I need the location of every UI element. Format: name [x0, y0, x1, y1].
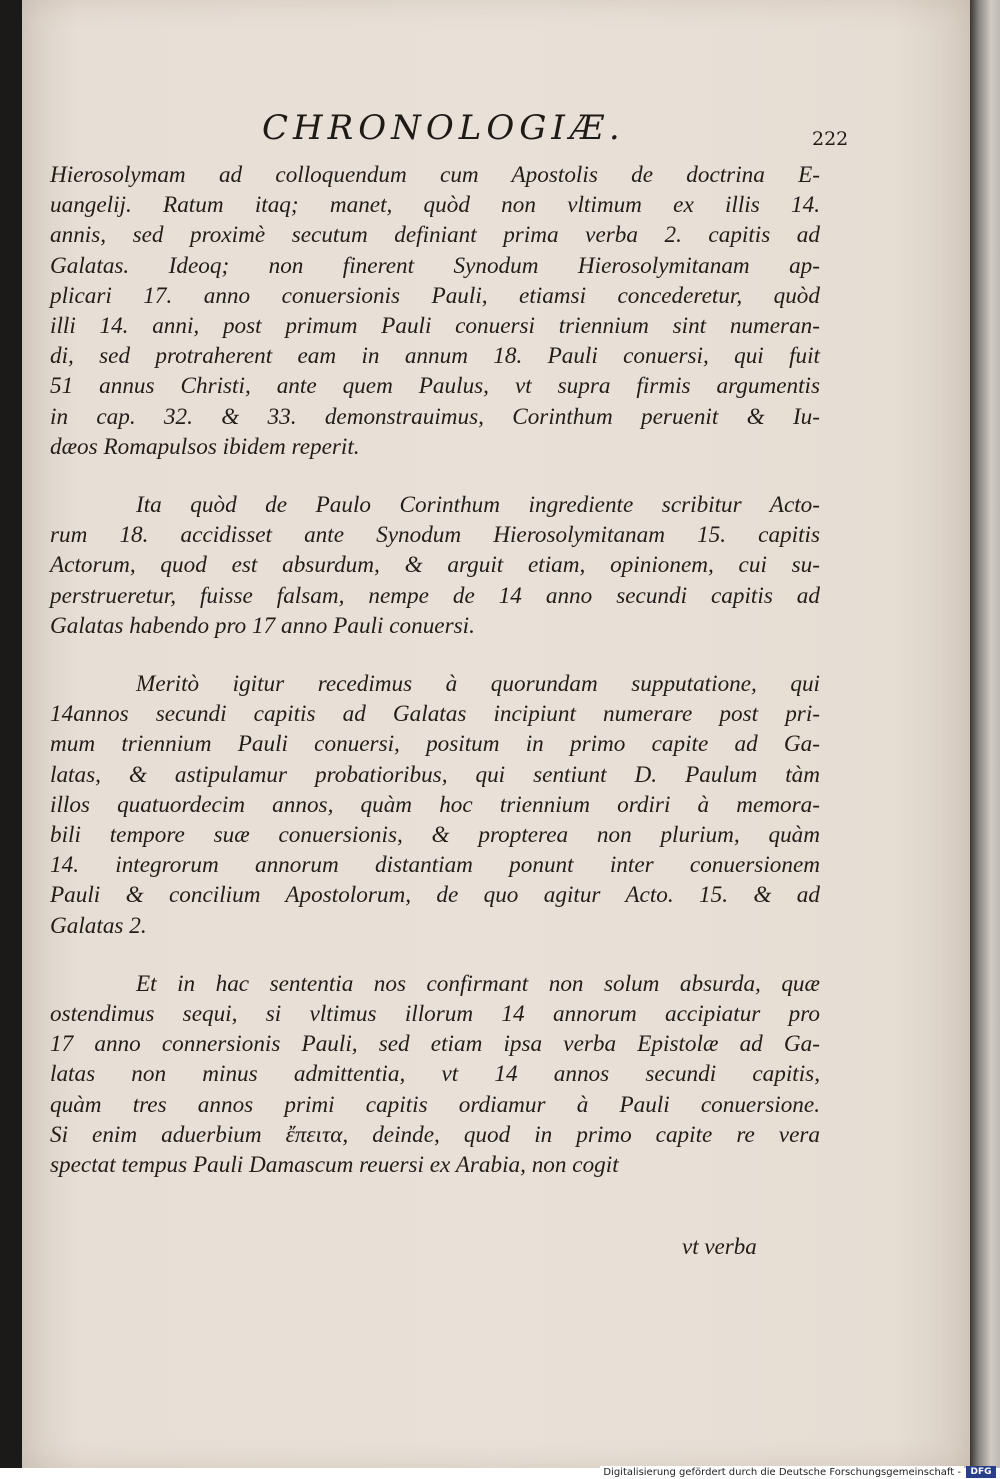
- footer-credit: Digitalisierung gefördert durch die Deutsche Forschungsgemeinschaft -: [600, 1466, 964, 1479]
- paragraph: [50, 160, 820, 462]
- text-line: annis, sed proximè secutum definiant prima verba 2. capitis ad: [50, 222, 820, 249]
- text-line: Pauli & concilium Apostolorum, de quo agitur Acto. 15. & ad: [50, 882, 820, 909]
- page-edge: [970, 0, 1000, 1468]
- text-line: 14annos secundi capitis ad Galatas incipiunt numerare post pri-: [50, 701, 820, 728]
- body-text: [50, 160, 820, 1180]
- paragraph: [50, 969, 820, 1180]
- text-line: mum triennium Pauli conuersi, positum in primo capite ad Ga-: [50, 731, 820, 758]
- text-line: 17 anno connersionis Pauli, sed etiam ipsa verba Epistolæ ad Ga-: [50, 1031, 820, 1058]
- paragraph: [50, 669, 820, 941]
- text-line: Si enim aduerbium ἔπειτα, deinde, quod in primo capite re vera: [50, 1121, 820, 1148]
- page-number: 222: [812, 128, 849, 150]
- text-line: perstrueretur, fuisse falsam, nempe de 14 anno secundi capitis ad: [50, 582, 820, 609]
- text-line: Galatas 2.: [50, 912, 147, 939]
- dfg-logo: DFG: [966, 1466, 996, 1478]
- text-line: ostendimus sequi, si vltimus illorum 14 annorum accipiatur pro: [50, 1001, 820, 1028]
- text-line: Galatas. Ideoq; non finerent Synodum Hierosolymitanam ap-: [50, 252, 820, 279]
- text-line: Ita quòd de Paulo Corinthum ingrediente scribitur Acto-: [136, 492, 820, 519]
- paragraph: [50, 490, 820, 641]
- page-header: [22, 108, 970, 156]
- text-line: Hierosolymam ad colloquendum cum Apostolis de doctrina E-: [50, 162, 820, 188]
- text-line: illos quatuordecim annos, quàm hoc triennium ordiri à memora-: [50, 791, 820, 818]
- text-line: in cap. 32. & 33. demonstrauimus, Corinthum peruenit & Iu-: [50, 403, 820, 430]
- text-line: rum 18. accidisset ante Synodum Hierosolymitanam 15. capitis: [50, 522, 820, 549]
- text-line: spectat tempus Pauli Damascum reuersi ex Arabia, non cogit: [50, 1152, 619, 1179]
- text-line: uangelij. Ratum itaq; manet, quòd non vltimum ex illis 14.: [50, 192, 820, 219]
- text-line: 14. integrorum annorum distantiam ponunt inter conuersionem: [50, 852, 820, 879]
- text-line: 51 annus Christi, ante quem Paulus, vt supra firmis argumentis: [50, 373, 820, 400]
- text-line: illi 14. anni, post primum Pauli conuersi triennium sint numeran-: [50, 313, 820, 340]
- text-line: quàm tres annos primi capitis ordiamur à Pauli conuersione.: [50, 1091, 820, 1118]
- text-line: Meritò igitur recedimus à quorundam supputatione, qui: [136, 671, 820, 698]
- catchword: vt verba: [682, 1234, 757, 1259]
- running-title: CHRONOLOGIÆ.: [262, 108, 625, 148]
- text-line: Galatas habendo pro 17 anno Pauli conuersi.: [50, 612, 475, 639]
- text-line: bili tempore suæ conuersionis, & propterea non plurium, quàm: [50, 822, 820, 849]
- text-line: latas, & astipulamur probatioribus, qui sentiunt D. Paulum tàm: [50, 761, 820, 788]
- book-page: [22, 0, 970, 1468]
- text-line: Actorum, quod est absurdum, & arguit etiam, opinionem, cui su-: [50, 552, 820, 579]
- text-line: dæos Romapulsos ibidem reperit.: [50, 433, 360, 460]
- text-line: Et in hac sententia nos confirmant non solum absurda, quæ: [136, 970, 820, 997]
- text-line: di, sed protraherent eam in annum 18. Pauli conuersi, qui fuit: [50, 343, 820, 370]
- text-line: plicari 17. anno conuersionis Pauli, etiamsi concederetur, quòd: [50, 282, 820, 309]
- text-line: latas non minus admittentia, vt 14 annos secundi capitis,: [50, 1061, 820, 1088]
